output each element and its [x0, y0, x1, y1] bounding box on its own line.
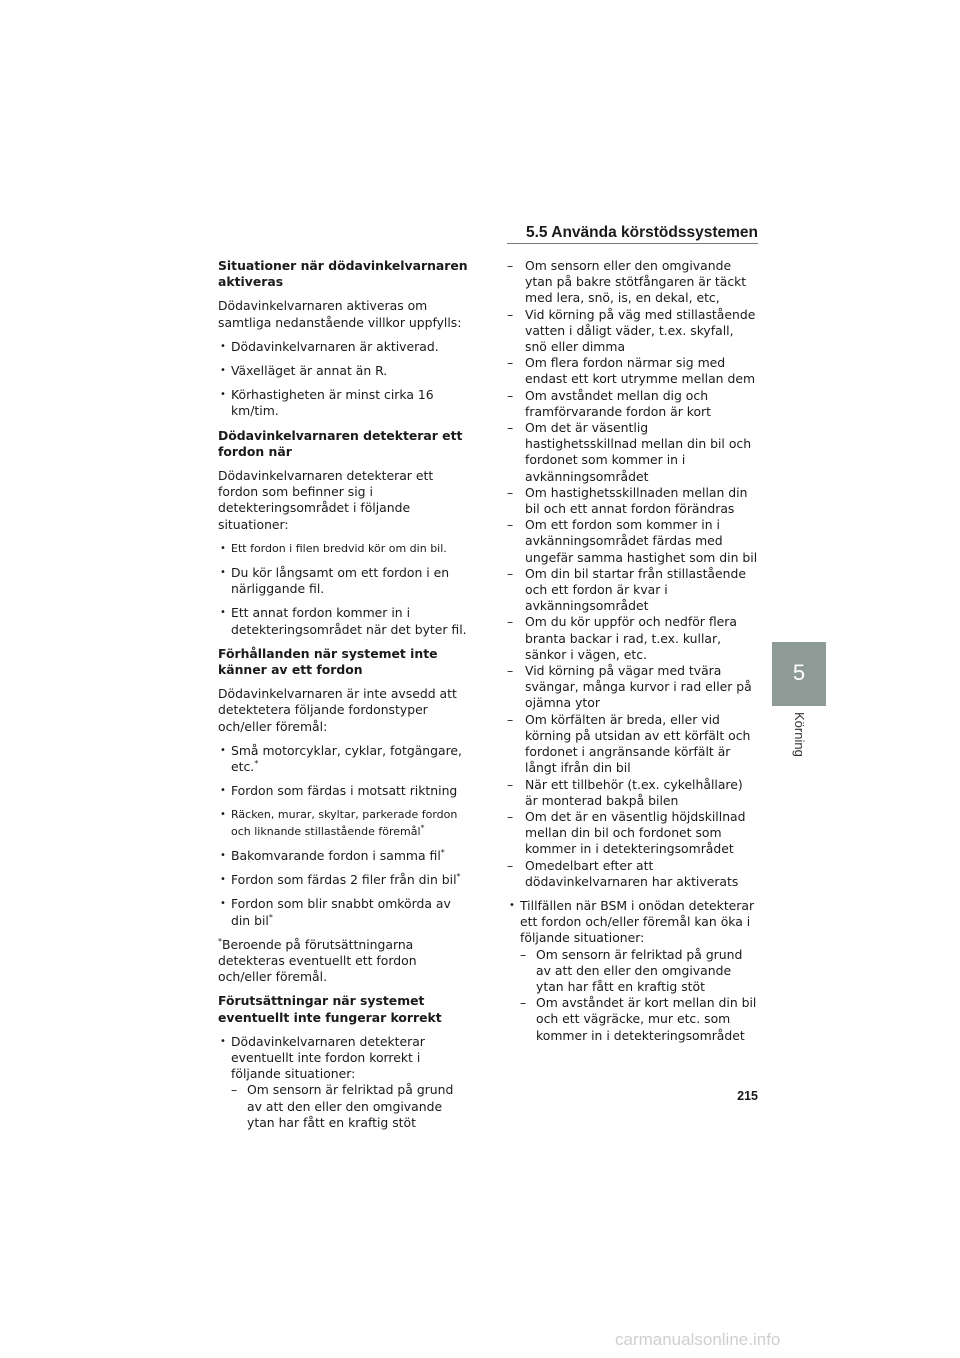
paragraph-not-detected: Dödavinkelvarnaren är inte avsedd att detektetera följande fordonstyper och/eller föremål: — [218, 686, 457, 734]
list-item: • Ett fordon i filen bredvid kör om din bil. — [218, 541, 470, 557]
list-item: • Fordon som färdas i motsatt riktning — [218, 783, 470, 799]
list-item: • Du kör långsamt om ett fordon i en närliggande fil. — [218, 565, 470, 597]
list-item: • Växelläget är annat än R. — [218, 363, 470, 379]
chapter-label — [772, 712, 826, 772]
heading-detects: Dödavinkelvarnaren detekterar ett fordon när — [218, 427, 463, 459]
footnote-marker: * — [268, 912, 273, 922]
dash-item: – Om avståndet är kort mellan din bil och ett vägräcke, mur etc. som kommer in i detekteringsområdet — [520, 995, 759, 1044]
dash-item: – Om det är en väsentlig höjdskillnad mellan din bil och fordonet som kommer in i detekteringsområdet — [507, 809, 759, 858]
list-item: • Bakomvarande fordon i samma fil* — [218, 848, 470, 864]
footnote-marker: * — [440, 847, 445, 857]
list-item: • Fordon som färdas 2 filer från din bil* — [218, 872, 470, 888]
dash-item: – Om flera fordon närmar sig med endast ett kort utrymme mellan dem — [507, 355, 759, 387]
chapter-tab — [772, 642, 826, 706]
dash-item: – Om sensorn eller den omgivande ytan på bakre stötfångaren är täckt med lera, snö, is, en dekal, etc, — [507, 258, 759, 307]
paragraph-detects: Dödavinkelvarnaren detekterar ett fordon som befinner sig i detekteringsområdet i följande situationer: — [218, 468, 434, 532]
list-item: • Ett annat fordon kommer in i detekteringsområdet när det byter fil. — [218, 605, 470, 637]
dash-list — [520, 947, 759, 1044]
heading-activation: Situationer när dödavinkelvarnaren aktiveras — [218, 258, 468, 290]
dash-list — [231, 1082, 470, 1131]
chapter-label-text: Körning — [792, 712, 807, 757]
list-item: • Fordon som blir snabbt omkörda av din bil* — [218, 896, 470, 928]
header-rule — [507, 243, 758, 244]
dash-item: – Om sensorn är felriktad på grund av att den eller den omgivande ytan har fått en kraftig stöt — [520, 947, 759, 996]
chapter-number: 5 — [792, 660, 806, 685]
list-item: • Dödavinkelvarnaren detekterar eventuellt inte fordon korrekt i följande situationer: – Om sensorn är felriktad på grund av att den eller den omgivande ytan har fått en kraftig stöt — [218, 1034, 470, 1131]
dash-item: – Om din bil startar från stillastående och ett fordon är kvar i avkänningsområdet — [507, 566, 759, 615]
left-column — [218, 258, 470, 1139]
dash-item: – Om avståndet mellan dig och framförvarande fordon är kort — [507, 388, 759, 420]
list-item: • Dödavinkelvarnaren är aktiverad. — [218, 339, 470, 355]
watermark: carmanualsonline.info — [615, 1330, 781, 1349]
footnote: *Beroende på förutsättningarna detekteras eventuellt ett fordon och/eller föremål. — [218, 936, 417, 985]
paragraph-activation: Dödavinkelvarnaren aktiveras om samtliga nedanstående villkor uppfylls: — [218, 298, 462, 330]
dash-item: – Om körfälten är breda, eller vid körning på utsidan av ett körfält och fordonet i angränsande körfält är långt ifrån din bil — [507, 712, 759, 777]
dash-item: – Om hastighetsskillnaden mellan din bil och ett annat fordon förändras — [507, 485, 759, 517]
dash-item: – När ett tillbehör (t.ex. cykelhållare) är monterad bakpå bilen — [507, 777, 759, 809]
dash-item: – Om sensorn är felriktad på grund av att den eller den omgivande ytan har fått en kraftig stöt — [231, 1082, 470, 1131]
footnote-marker: * — [254, 758, 259, 768]
dash-list — [507, 258, 759, 890]
list-item: • Små motorcyklar, cyklar, fotgängare, etc.* — [218, 743, 470, 775]
page-number: 215 — [737, 1089, 758, 1103]
list-item: • Körhastigheten är minst cirka 16 km/tim. — [218, 387, 470, 419]
footnote-marker: * — [456, 871, 461, 881]
dash-item: – Vid körning på vägar med tvära svängar, många kurvor i rad eller på ojämna ytor — [507, 663, 759, 712]
dash-item: – Om du kör uppför och nedför flera branta backar i rad, t.ex. kullar, sänkor i vägen, etc. — [507, 614, 759, 663]
right-column — [507, 258, 759, 1052]
dash-item: – Om det är väsentlig hastighetsskillnad mellan din bil och fordonet som kommer in i avkänningsområdet — [507, 420, 759, 485]
list-item: • Räcken, murar, skyltar, parkerade fordon och liknande stillastående föremål* — [218, 807, 470, 839]
dash-item: – Omedelbart efter att dödavinkelvarnaren har aktiverats — [507, 858, 759, 890]
list-item: • Tillfällen när BSM i onödan detekterar ett fordon och/eller föremål kan öka i följande situationer: – Om sensorn är felriktad på grund av att den eller den omgivande ytan har fått en kraftig stöt – Om avståndet är kort mellan din bil och ett vägräcke, mur etc. som kommer in i detekteringsområdet — [507, 898, 759, 1044]
heading-not-detected: Förhållanden när systemet inte känner av ett fordon — [218, 645, 438, 678]
dash-item: – Om ett fordon som kommer in i avkänningsområdet färdas med ungefär samma hastighet som din bil — [507, 517, 759, 566]
footnote-marker: * — [218, 936, 222, 946]
heading-malfunction: Förutsättningar när systemet eventuellt inte fungerar korrekt — [218, 993, 442, 1025]
footnote-marker: * — [420, 823, 425, 833]
dash-item: – Vid körning på väg med stillastående vatten i dåligt väder, t.ex. skyfall, snö eller dimma — [507, 307, 759, 356]
section-header: 5.5 Använda körstödssystemen — [525, 224, 758, 241]
